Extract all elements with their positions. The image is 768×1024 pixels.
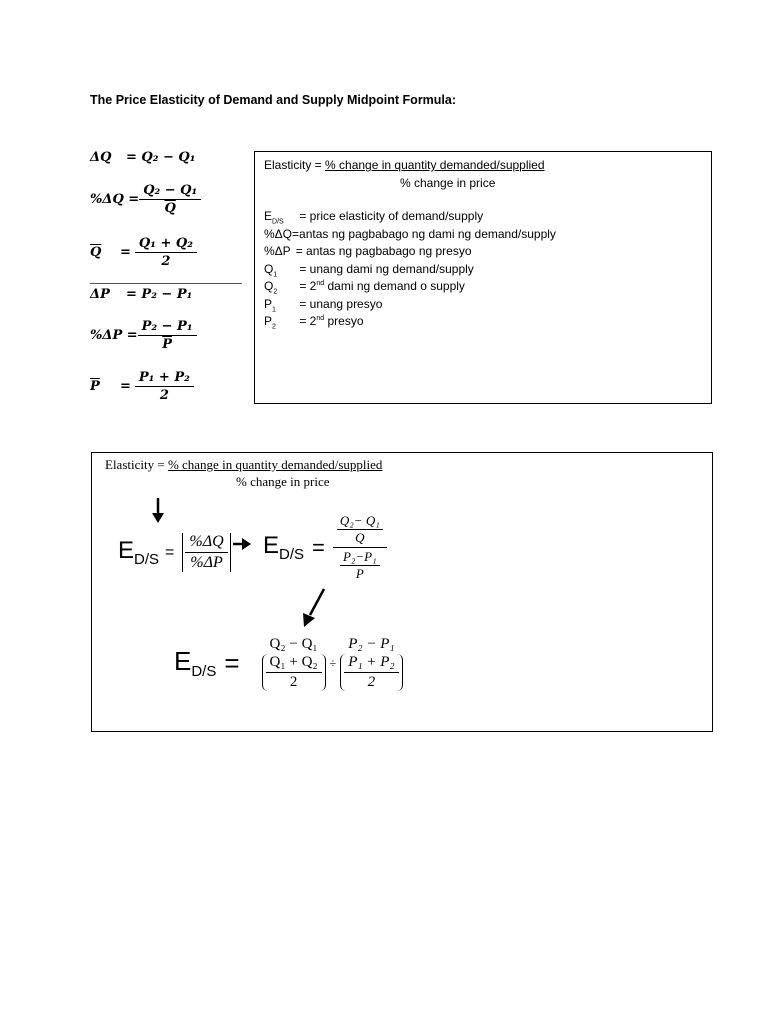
price-change: P₂ − P₁ — [348, 636, 395, 652]
definition-item — [264, 227, 556, 241]
definition-text: = antas ng pagbabago ng presyo — [295, 244, 472, 258]
price-term — [340, 636, 402, 691]
fraction-numerator: Q₂ − Q₁ — [139, 183, 201, 200]
divide-sign: ÷ — [329, 656, 337, 670]
definition-symbol: $P_1$ — [264, 297, 276, 314]
elasticity-symbol: $E_{D/S}$ — [174, 646, 217, 681]
absolute-value — [182, 533, 230, 572]
fraction — [344, 654, 398, 691]
equals-sign: = — [224, 648, 240, 678]
fraction-numerator: P₁ + P₂ — [344, 654, 398, 673]
numerator-top: Q₂− Q₁ — [337, 513, 383, 530]
fraction-numerator: Q₁ + Q₂ — [266, 654, 322, 673]
definition-item — [264, 244, 472, 258]
formula-rhs: = Q₂ − Q₁ — [126, 150, 196, 165]
fraction — [139, 183, 201, 216]
formula-lhs: %ΔP = — [90, 328, 138, 343]
midpoint-formula — [174, 636, 403, 691]
derivation-elasticity-definition — [105, 457, 382, 473]
definition-symbol: $Q_2$ — [264, 279, 278, 296]
definition-item — [264, 279, 465, 295]
formula-pct-delta-p — [90, 319, 197, 352]
formula-lhs: $\overline{Q}$ — [90, 245, 102, 260]
elasticity-prefix: Elasticity = — [264, 158, 326, 172]
abs-ratio-formula — [118, 533, 231, 572]
quantity-term — [262, 636, 326, 691]
definition-symbol: $P_2$ — [264, 314, 276, 331]
definition-text: = price elasticity of demand/supply — [299, 209, 484, 223]
equals-sign: = — [312, 534, 325, 560]
arrow-down-icon — [150, 497, 166, 525]
elasticity-numerator: % change in quantity demanded/supplied — [325, 158, 545, 172]
elasticity-symbol: $E_{D/S}$ — [263, 532, 305, 563]
elasticity-definition — [264, 158, 545, 172]
equals-sign: = — [165, 543, 175, 561]
fraction-denominator: 2 — [367, 674, 376, 690]
fraction — [135, 236, 197, 269]
numerator-bottom: $\overline{Q}$ — [355, 530, 365, 545]
fraction-numerator: Q₁ + Q₂ — [135, 236, 197, 253]
fraction — [185, 533, 227, 572]
midpoint-ratio-formula — [263, 513, 387, 582]
price-midpoint — [340, 654, 402, 691]
fraction-denominator: P — [162, 337, 172, 352]
fraction-numerator: P₂ − P₁ — [138, 319, 197, 336]
fraction — [138, 319, 197, 352]
derivation-elasticity-denominator: % change in price — [236, 474, 330, 489]
definition-text: = 2nd presyo — [299, 314, 364, 328]
fraction — [135, 370, 194, 403]
definition-text: = unang presyo — [299, 297, 383, 311]
formula-delta-q — [90, 150, 195, 165]
fraction-denominator: %ΔP — [190, 554, 223, 571]
denominator-bottom: $\overline{P}$ — [355, 566, 364, 581]
fraction-denominator: Q — [164, 201, 176, 216]
elasticity-prefix: Elasticity = — [105, 457, 168, 472]
definition-text: = unang dami ng demand/supply — [299, 262, 474, 276]
definition-text: =antas ng pagbabago ng dami ng demand/supply — [292, 227, 556, 241]
formula-pct-delta-q — [90, 183, 201, 216]
definition-item — [264, 314, 364, 330]
denominator-top: P₂−P₁ — [340, 549, 380, 566]
formula-divider — [90, 283, 242, 284]
derivation-box — [91, 452, 713, 732]
formula-lhs: ΔP — [90, 287, 110, 302]
quantity-change: Q₂ − Q₁ — [269, 636, 318, 652]
compound-numerator — [333, 513, 387, 548]
elasticity-symbol: $E_{D/S}$ — [118, 537, 160, 568]
formula-equals: = — [120, 379, 131, 394]
definition-item — [264, 262, 474, 278]
compound-fraction — [333, 513, 387, 582]
fraction-denominator: 2 — [289, 674, 298, 690]
formula-delta-p — [90, 287, 192, 302]
elasticity-numerator: % change in quantity demanded/supplied — [167, 457, 383, 472]
quantity-midpoint — [262, 654, 326, 691]
elasticity-denominator: % change in price — [400, 176, 496, 190]
fraction-numerator: P₁ + P₂ — [135, 370, 194, 387]
formula-q-bar — [90, 236, 197, 269]
definitions-box — [254, 151, 712, 404]
formula-lhs: $\overline{P}$ — [90, 379, 100, 394]
definition-symbol: $E_{D/S}$ — [264, 209, 284, 226]
definition-item — [264, 209, 483, 225]
definition-item — [264, 297, 382, 313]
formula-equals: = — [120, 245, 131, 260]
fraction — [266, 654, 322, 691]
fraction-denominator: 2 — [161, 254, 171, 269]
definition-text: = 2nd dami ng demand o supply — [299, 279, 465, 293]
definition-symbol: %ΔQ — [264, 227, 293, 241]
formula-p-bar — [90, 370, 194, 403]
definition-symbol: %ΔP — [264, 244, 291, 258]
compound-denominator — [336, 548, 384, 582]
formula-rhs: = P₂ − P₁ — [126, 287, 193, 302]
fraction-numerator: %ΔQ — [185, 533, 227, 553]
fraction-denominator: 2 — [159, 388, 169, 403]
definition-symbol: $Q_1$ — [264, 262, 278, 279]
formula-lhs: ΔQ — [90, 150, 112, 165]
page-title: The Price Elasticity of Demand and Supply Midpoint Formula: — [90, 93, 457, 107]
arrow-right-icon — [232, 537, 252, 551]
arrow-diagonal-icon — [300, 587, 328, 629]
formula-lhs: %ΔQ = — [90, 192, 140, 207]
